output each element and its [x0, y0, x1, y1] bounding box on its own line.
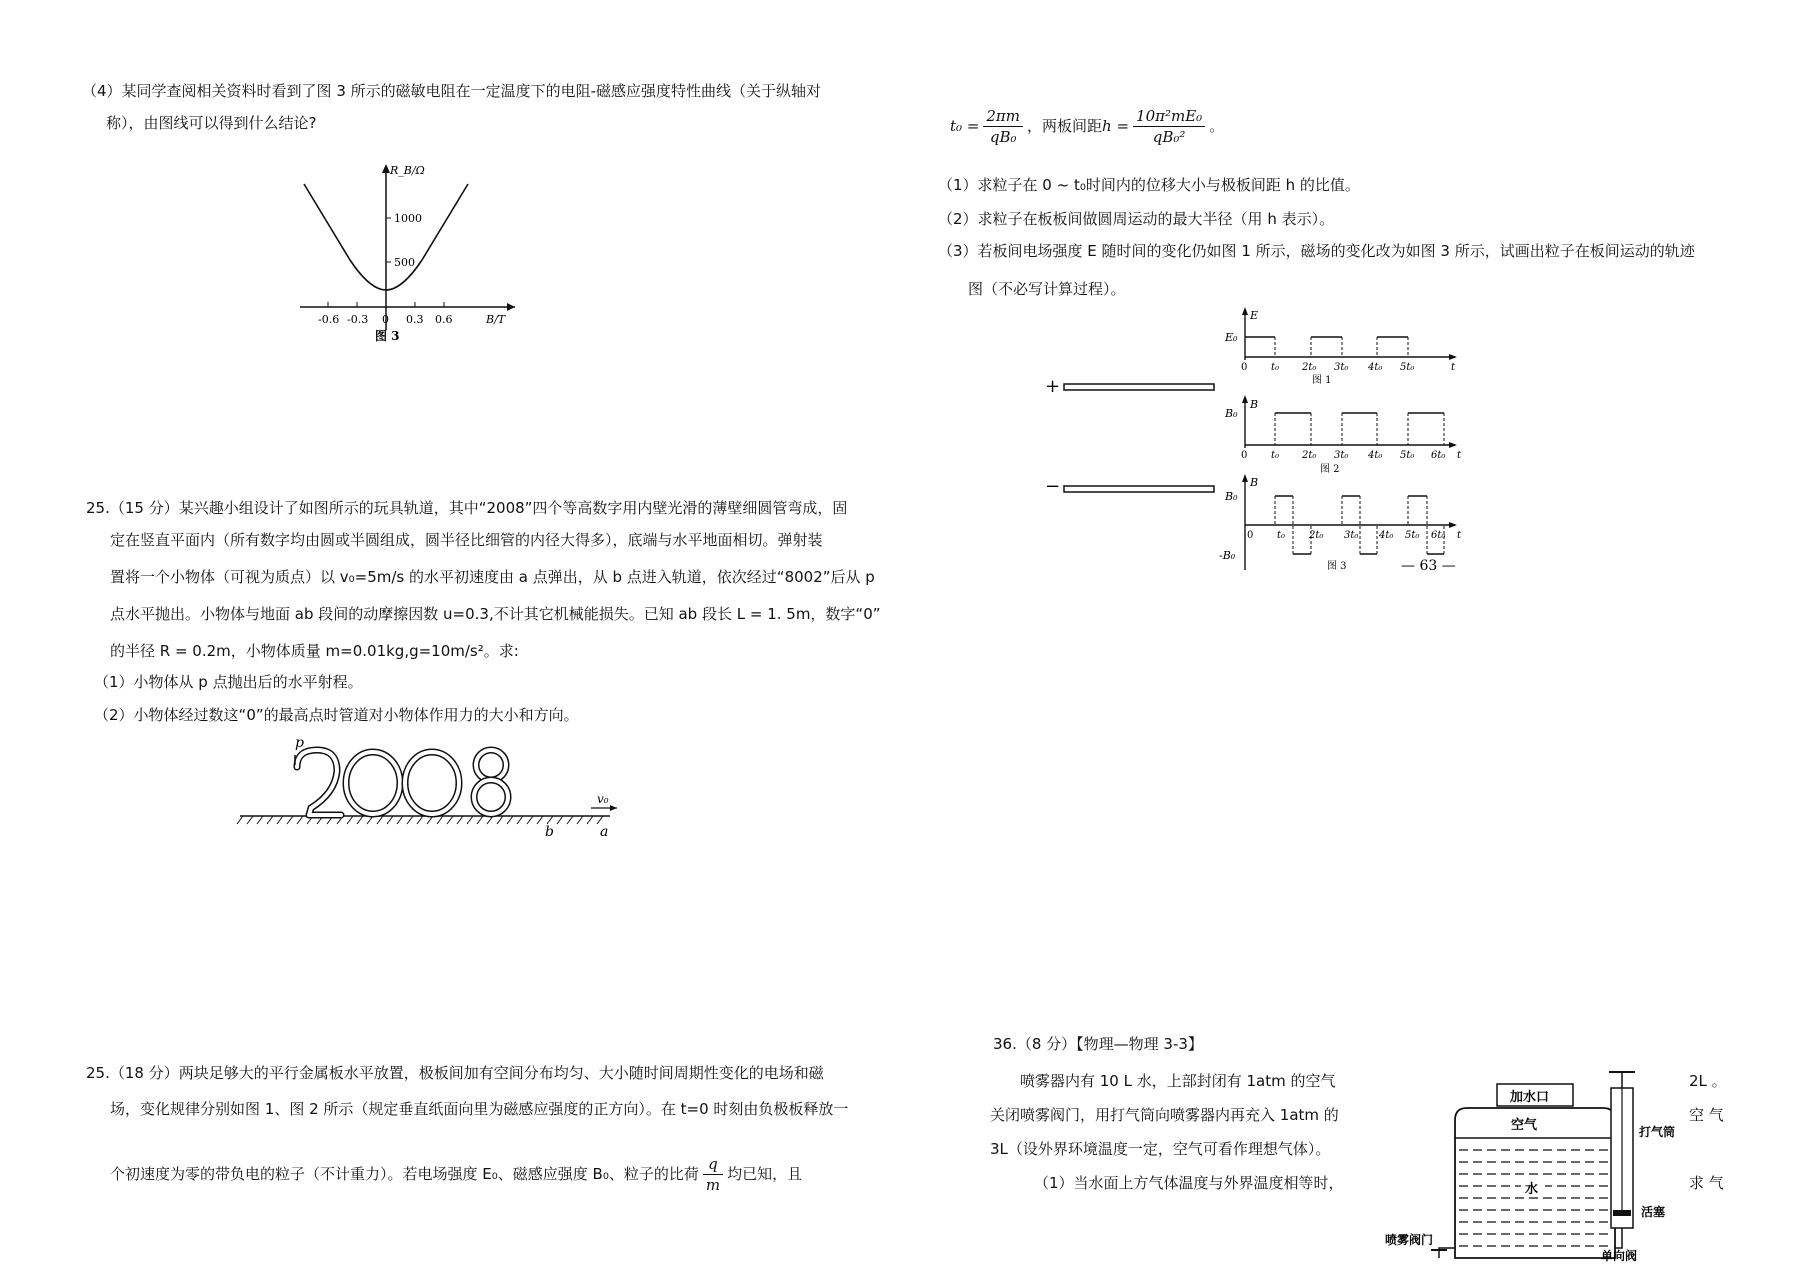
graph2-x-tick: 6t₀: [1431, 450, 1446, 461]
p25a-line: 置将一个小物体（可视为质点）以 v₀=5m/s 的水平初速度由 a 点弹出，从 b 点进入轨道，依次经过“8002”后从 p: [110, 568, 875, 586]
graph1-x-tick: 4t₀: [1368, 362, 1383, 373]
p25a-line: 的半径 R = 0.2m，小物体质量 m=0.01kg,g=10m/s²。求:: [110, 642, 519, 660]
graph2-x-tick: 0: [1241, 450, 1248, 461]
fraction-denominator: m: [705, 1176, 721, 1194]
formula-end: 。: [1209, 117, 1225, 135]
fraction-denominator: qB₀: [989, 128, 1017, 146]
graph-y-tick-1000: 1000: [394, 212, 422, 225]
p25b-line-3-pre: 个初速度为零的带负电的粒子（不计重力）。若电场强度 E₀、磁感应强度 B₀、粒子的比荷: [110, 1165, 699, 1183]
p36-line-1-right: 2L 。: [1689, 1072, 1727, 1090]
p25b-question-3-cont: 图（不必写计算过程）。: [968, 280, 1126, 298]
p25b-line-3: [110, 1154, 802, 1195]
graph-x-tick: 0.3: [406, 313, 424, 326]
point-a-label: a: [600, 824, 609, 840]
graph-x-tick: 0.6: [435, 313, 453, 326]
fraction-numerator: 10π²mE₀: [1133, 106, 1205, 127]
graph1-x-tick: t: [1451, 362, 1456, 373]
check-valve-label: 单向阀: [1601, 1249, 1638, 1262]
resistance-field-graph: [290, 160, 520, 345]
graph2-x-tick: t₀: [1271, 450, 1280, 461]
spray-valve-label: 喷雾阀门: [1385, 1233, 1434, 1247]
graph3-x-tick: 2t₀: [1309, 530, 1324, 541]
graph2-level: B₀: [1225, 407, 1238, 420]
graph2-x-tick: 2t₀: [1302, 450, 1317, 461]
graph2-x-tick: 3t₀: [1334, 450, 1349, 461]
graph1-x-tick: 3t₀: [1334, 362, 1349, 373]
p25b-question-1: （1）求粒子在 0 ~ t₀时间内的位移大小与极板间距 h 的比值。: [938, 176, 1360, 194]
field-time-graphs: [1205, 305, 1470, 575]
negative-plate-sign: −: [1045, 476, 1061, 497]
graph1-x-tick: 2t₀: [1302, 362, 1317, 373]
p25b-question-2: （2）求粒子在板板间做圆周运动的最大半径（用 h 表示）。: [938, 210, 1335, 228]
graph3-x-tick: 0: [1247, 530, 1254, 541]
p36-line-1: 喷雾器内有 10 L 水，上部封闭有 1atm 的空气: [1020, 1072, 1336, 1090]
q4-line-2: 称），由图线可以得到什么结论?: [106, 114, 317, 132]
graph3-x-tick: 6t₀: [1431, 530, 1446, 541]
graph1-x-tick: t₀: [1271, 362, 1280, 373]
graph3-x-tick: t₀: [1277, 530, 1286, 541]
p25a-line: 定在竖直平面内（所有数字均由圆或半圆组成，圆半径比细管的内径大得多），底端与水平地面相切。弹射装: [110, 531, 823, 549]
graph2-x-tick: 5t₀: [1400, 450, 1415, 461]
graph1-y-label: E: [1250, 309, 1259, 322]
positive-plate-sign: +: [1045, 376, 1061, 397]
graph1-caption: 图 1: [1312, 375, 1332, 386]
p25b-question-3: （3）若板间电场强度 E 随时间的变化仍如图 1 所示，磁场的变化改为如图 3 所示，试画出粒子在板间运动的轨迹: [938, 242, 1695, 260]
p25a-question-1: （1）小物体从 p 点抛出后的水平射程。: [94, 673, 363, 691]
graph2-x-tick: t: [1457, 450, 1462, 461]
graph3-x-tick: 4t₀: [1379, 530, 1394, 541]
formula-h-lhs: h =: [1102, 117, 1130, 135]
graph-y-label: R_B/Ω: [390, 164, 425, 177]
graph2-x-tick: 4t₀: [1368, 450, 1383, 461]
p36-line-3: 3L（设外界环境温度一定，空气可看作理想气体）。: [990, 1140, 1331, 1158]
graph2-y-label: B: [1250, 398, 1259, 411]
p25b-line: 场，变化规律分别如图 1、图 2 所示（规定垂直纸面向里为磁感应强度的正方向）。在 t=0 时刻由负极板释放一: [110, 1100, 849, 1118]
velocity-label: v₀: [597, 792, 609, 806]
graph-y-tick-500: 500: [394, 256, 415, 269]
graph3-x-tick: 3t₀: [1344, 530, 1359, 541]
p25a-line: 点水平抛出。小物体与地面 ab 段间的动摩擦因数 u=0.3,不计其它机械能损失。已知 ab 段长 L = 1. 5m，数字“0”: [110, 605, 881, 623]
graph3-level: B₀: [1225, 490, 1238, 503]
graph1-x-tick: 5t₀: [1400, 362, 1415, 373]
graph-x-tick: -0.3: [347, 313, 369, 326]
graph-x-label: B/T: [486, 313, 506, 326]
graph3-caption: 图 3: [1327, 561, 1347, 572]
pump-label: 打气筒: [1639, 1125, 1675, 1139]
graph3-x-tick: t: [1457, 530, 1462, 541]
graph1-level: E₀: [1225, 331, 1238, 344]
parallel-plates-figure: [1040, 370, 1230, 510]
fraction-numerator: q: [703, 1154, 723, 1175]
p36-line-2: 关闭喷雾阀门，用打气筒向喷雾器内再充入 1atm 的: [990, 1106, 1339, 1124]
p36-line-4-right: 求 气: [1689, 1174, 1724, 1192]
fraction-denominator: qB₀²: [1152, 128, 1186, 146]
p36-line-2-right: 空 气: [1689, 1106, 1724, 1124]
graph-x-tick: 0: [382, 313, 389, 326]
piston-label: 活塞: [1641, 1205, 1666, 1219]
charge-mass-ratio: [703, 1154, 723, 1195]
fraction-numerator: 2πm: [983, 106, 1023, 127]
graph-caption: 图 3: [375, 329, 400, 343]
graph-x-tick: -0.6: [318, 313, 340, 326]
graph1-x-tick: 0: [1241, 362, 1248, 373]
p25a-question-2: （2）小物体经过数这“0”的最高点时管道对小物体作用力的大小和方向。: [94, 706, 579, 724]
formula-mid: ，两板间距: [1027, 117, 1103, 135]
water-inlet-label: 加水口: [1510, 1090, 1550, 1105]
formula-t0-lhs: t₀ =: [950, 117, 980, 135]
sprayer-figure: [1385, 1062, 1675, 1262]
air-label: 空气: [1511, 1118, 1538, 1133]
formula-line: [950, 104, 1224, 148]
graph3-y-label: B: [1250, 476, 1259, 489]
water-label: 水: [1525, 1182, 1539, 1197]
q4-line-1: （4）某同学查阅相关资料时看到了图 3 所示的磁敏电阻在一定温度下的电阻-磁感应强度特性曲线（关于纵轴对: [82, 82, 822, 100]
point-b-label: b: [545, 824, 554, 840]
p25a-line: 25.（15 分）某兴趣小组设计了如图所示的玩具轨道，其中“2008”四个等高数字用内壁光滑的薄壁细圆管弯成，固: [86, 499, 848, 517]
graph2-caption: 图 2: [1320, 464, 1340, 475]
p36-line-4: （1）当水面上方气体温度与外界温度相等时，: [1034, 1174, 1344, 1192]
page-number: — 63 —: [1401, 558, 1456, 574]
formula-h-fraction: [1133, 106, 1205, 147]
p25b-line-3-post: 均已知，且: [727, 1165, 803, 1183]
track-2008-figure: [235, 735, 620, 845]
formula-t0-fraction: [983, 106, 1023, 147]
graph3-negative-level: -B₀: [1219, 549, 1236, 562]
point-p-label: p: [295, 735, 304, 751]
p25b-line: 25.（18 分）两块足够大的平行金属板水平放置，极板间加有空间分布均匀、大小随时间周期性变化的电场和磁: [86, 1064, 824, 1082]
p36-title: 36.（8 分）【物理—物理 3-3】: [993, 1035, 1203, 1053]
graph3-x-tick: 5t₀: [1405, 530, 1420, 541]
